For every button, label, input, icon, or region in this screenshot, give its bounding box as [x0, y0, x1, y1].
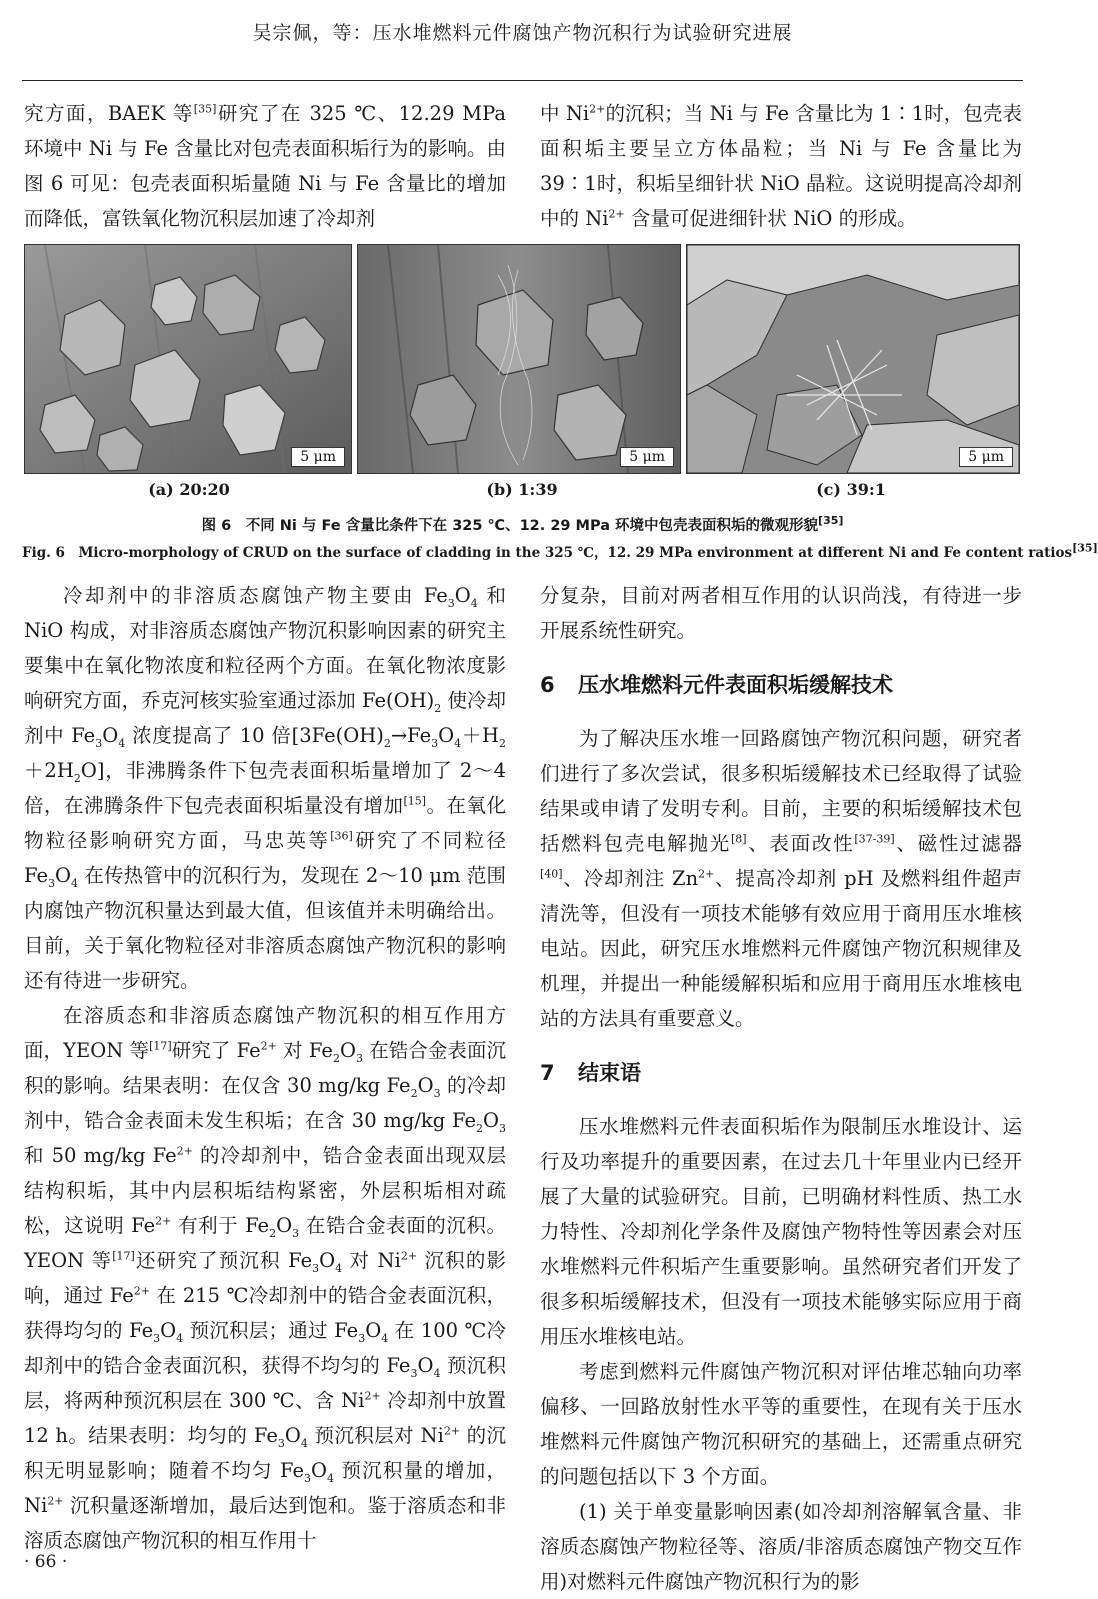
panel-label-a: (a) 20:20 — [148, 480, 230, 499]
page-number: · 66 · — [24, 1552, 68, 1572]
running-head: 吴宗佩，等：压水堆燃料元件腐蚀产物沉积行为试验研究进展 — [252, 22, 793, 44]
paragraph: 在溶质态和非溶质态腐蚀产物沉积的相互作用方面，YEON 等[17]研究了 $Fe^{2+}$ 对 $Fe_2O_3$ 在锆合金表面沉积的影响。结果表明：在仅含 30 mg/kg $Fe_2O_3$ 的冷却剂中，锆合金表面未发生积垢；在含 30 mg/kg $Fe_2O_3$ 和 50 mg/kg $Fe^{2+}$ 的冷却剂中，锆合金表面出现双层结构积垢，其中内层积垢结构紧密，外层积垢相对疏松，这说明 $Fe^{2+}$ 有利于 $Fe_2O_3$ 在锆合金表面的沉积。YEON 等[17]还研究了预沉积 $Fe_3O_4$ 对 $Ni^{2+}$ 沉积的影响，通过 $Fe^{2+}$ 在 215 ℃冷却剂中的锆合金表面沉积，获得均匀的 $Fe_3O_4$ 预沉积层；通过 $Fe_3O_4$ 在 100 ℃冷却剂中的锆合金表面沉积，获得不均匀的 $Fe_3O_4$ 预沉积层，将两种预沉积层在 300 ℃、含 $Ni^{2+}$ 冷却剂中放置 12 h。结果表明：均匀的 $Fe_3O_4$ 预沉积层对 $Ni^{2+}$ 的沉积无明显影响；随着不均匀 $Fe_3O_4$ 预沉积量的增加，$Ni^{2+}$ 沉积量逐渐增加，最后达到饱和。鉴于溶质态和非溶质态腐蚀产物沉积的相互作用十 — [24, 1004, 507, 1552]
paragraph: 考虑到燃料元件腐蚀产物沉积对评估堆芯轴向功率偏移、一回路放射性水平等的重要性，在现有关于压水堆燃料元件腐蚀产物沉积研究的基础上，还需重点研究的问题包括以下 3 个方面。 — [540, 1360, 1022, 1488]
paragraph: 为了解决压水堆一回路腐蚀产物沉积问题，研究者们进行了多次尝试，很多积垢缓解技术已经取得了试验结果或申请了发明专利。目前，主要的积垢缓解技术包括燃料包壳电解抛光[8]、表面改性[37-39]、磁性过滤器[40]、冷却剂注 $Zn^{2+}$、提高冷却剂 pH 及燃料组件超声清洗等，但没有一项技术能够有效应用于商用压水堆核电站。因此，研究压水堆燃料元件腐蚀产物沉积规律及机理，并提出一种能缓解积垢和应用于商用压水堆核电站的方法具有重要意义。 — [540, 727, 1022, 1030]
paragraph: 冷却剂中的非溶质态腐蚀产物主要由 $Fe_3O_4$ 和 NiO 构成，对非溶质态腐蚀产物沉积影响因素的研究主要集中在氧化物浓度和粒径两个方面。在氧化物浓度影响研究方面，乔克河核实验室通过添加 $Fe(OH)_2$ 使冷却剂中 $Fe_3O_4$ 浓度提高了 10 倍$[3Fe(OH)_2\to Fe_3O_4+H_2+2H_2O]$，非沸腾条件下包壳表面积垢量增加了 2～4 倍，在沸腾条件下包壳表面积垢量没有增加[15]。在氧化物粒径影响研究方面，马忠英等[36]研究了不同粒径 $Fe_3O_4$ 在传热管中的沉积行为，发现在 2～10 μm 范围内腐蚀产物沉积量达到最大值，但该值并未明确给出。目前，关于氧化物粒径对非溶质态腐蚀产物沉积的影响还有待进一步研究。 — [24, 584, 507, 992]
left-column — [24, 578, 506, 1558]
figure-6 — [24, 244, 1020, 474]
scale-bar: 5 μm — [291, 447, 345, 467]
top-right-column — [540, 96, 1022, 236]
paragraph: (1) 关于单变量影响因素(如冷却剂溶解氧含量、非溶质态腐蚀产物粒径等、溶质/非溶质态腐蚀产物交互作用)对燃料元件腐蚀产物沉积行为的影 — [540, 1500, 1022, 1593]
paragraph: 分复杂，目前对两者相互作用的认识尚浅，有待进一步开展系统性研究。 — [540, 584, 1022, 642]
paragraph: 压水堆燃料元件表面积垢作为限制压水堆设计、运行及功率提升的重要因素，在过去几十年里业内已经开展了大量的试验研究。目前，已明确材料性质、热工水力特性、冷却剂化学条件及腐蚀产物特性等因素会对压水堆燃料元件积垢产生重要影响。虽然研究者们开发了很多积垢缓解技术，但没有一项技术能够实际应用于商用压水堆核电站。 — [540, 1115, 1022, 1348]
top-left-column — [24, 96, 506, 236]
scale-bar: 5 μm — [959, 447, 1013, 467]
paragraph: 中 $Ni^{2+}$的沉积；当 Ni 与 Fe 含量比为 1∶1时，包壳表面积垢主要呈立方体晶粒；当 Ni 与 Fe 含量比为 39∶1时，积垢呈细针状 NiO 晶粒。这说明提高冷却剂中的 $Ni^{2+}$ 含量可促进细针状 NiO 的形成。 — [540, 102, 1023, 230]
scale-bar: 5 μm — [620, 447, 674, 467]
header-rule — [22, 80, 1023, 81]
panel-label-b: (b) 1:39 — [486, 480, 558, 499]
figure-caption-cn: 图 6 不同 Ni 与 Fe 含量比条件下在 325 ℃、12. 29 MPa 环境中包壳表面积垢的微观形貌[35] — [201, 514, 844, 534]
sem-image-c — [686, 244, 1020, 474]
sem-image-a — [24, 244, 352, 474]
section-heading-6: 6 压水堆燃料元件表面积垢缓解技术 — [540, 673, 893, 697]
panel-label-c: (c) 39:1 — [816, 480, 886, 499]
paragraph: 究方面，BAEK 等[35]研究了在 325 ℃、12.29 MPa 环境中 Ni 与 Fe 含量比对包壳表面积垢行为的影响。由图 6 可见：包壳表面积垢量随 Ni 与 Fe 含量比的增加而降低，富铁氧化物沉积层加速了冷却剂 — [24, 102, 506, 230]
section-heading-7: 7 结束语 — [540, 1061, 641, 1085]
figure-caption-en: Fig. 6 Micro-morphology of CRUD on the surface of cladding in the 325 ℃，12. 29 MPa environment at different Ni and Fe content ratios[35] — [22, 541, 1098, 561]
sem-image-b — [357, 244, 681, 474]
right-column — [540, 578, 1022, 1599]
